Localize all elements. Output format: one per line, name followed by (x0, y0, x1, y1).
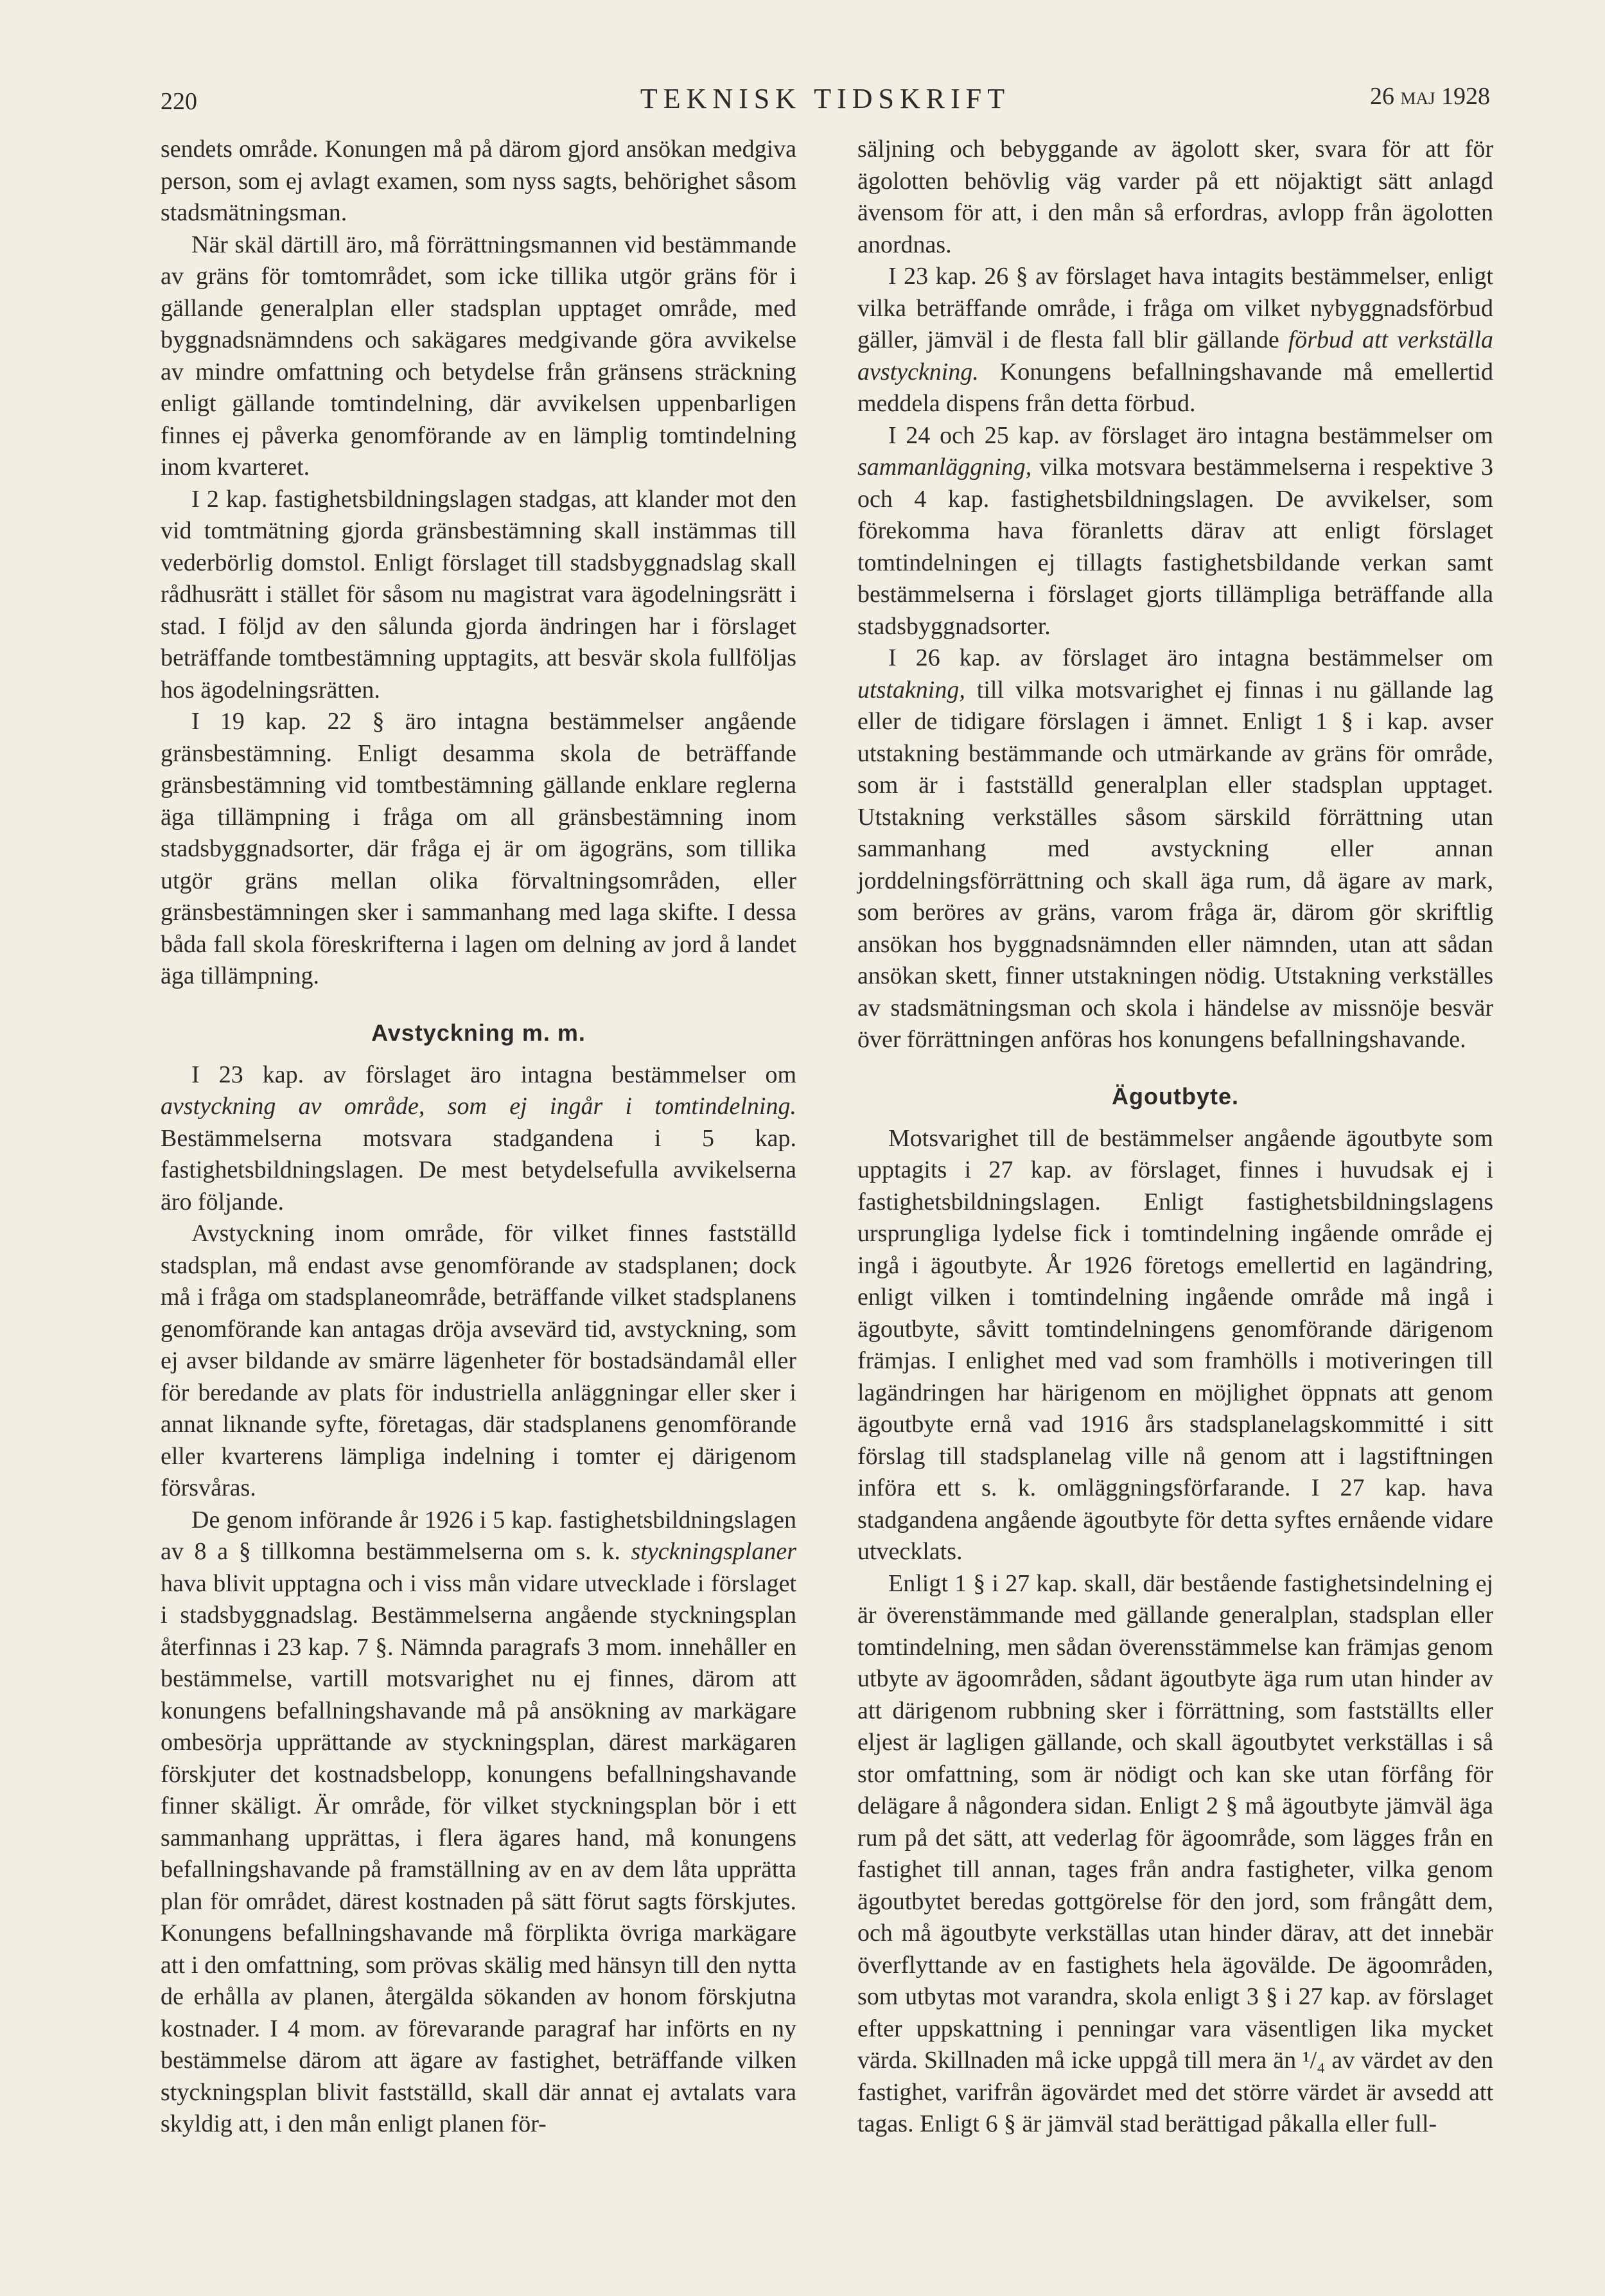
text-run: Konungens befallningshavande må emellertid meddela dispens från detta förbud. (857, 358, 1493, 417)
text-run: till vilka motsvarighet ej finnas i nu gällande lag eller de tidigare förslagen i ämnet. Enligt 1 § i kap. avser utstakning bestämmande och utmärkande av gräns för område, som är i fastställd generalplan eller stadsplan upptaget. Utstakning verkställes såsom särskild förrättning utan sammanhang med avstyckning eller annan jorddelningsförrättning och skall äga rum, då ägare av mark, som beröres av gräns, varom fråga är, därom gör skriftlig ansökan hos byggnadsnämnden eller nämnden, utan att sådan ansökan skett, finner utstakningen nödig. Utstakning verkställes av stadsmätningsman och skola i händelse av missnöje besvär över förrättningen anföras hos konungens befallningshavande. (857, 676, 1493, 1053)
page-number: 220 (161, 88, 197, 115)
text-run: I 23 kap. 26 § av förslaget hava intagits bestämmelser, enligt vilka beträffande område, i fråga om vilket nybyggnadsförbud gäller, jämväl i de flesta fall blir gällande (857, 263, 1493, 353)
paragraph: I 2 kap. fastighetsbildningslagen stadgas, att klander mot den vid tomtmätning gjorda gränsbestämning skall instämmas till vederbörlig domstol. Enligt förslaget till stadsbyggnadslag skall rådhusrätt i stället för såsom nu magistrat vara ägodelningsrätt i stad. I följd av den sålunda gjorda ändringen har i förslaget beträffande tomtbestämning upptagits, att besvär skola fullföljas hos ägodelningsrätten. (161, 485, 796, 703)
paragraph: Avstyckning inom område, för vilket finnes fastställd stadsplan, må endast avse genomförande av stadsplanen; dock må i fråga om stadsplaneområde, beträffande vilket stadsplanens genomförande kan antagas dröja avsevärd tid, avstyckning, som ej avser bildande av smärre lägenheter för bostadsändamål eller för beredande av plats för industriella anläggningar eller sker i annat liknande syfte, företagas, där stadsplanens genomförande eller kvarterens lämpliga indelning i tomter ej därigenom försvåras. (161, 1220, 796, 1501)
emphasis: sammanläggning, (857, 454, 1032, 481)
text-run: De genom införande år 1926 i 5 kap. fastighetsbildningslagen av 8 a § tillkomna bestämmelserna om s. k. (161, 1506, 796, 1565)
page-header (161, 82, 1490, 127)
paragraph (857, 642, 1493, 1056)
paragraph: säljning och bebyggande av ägolott sker, svara för att för ägolotten behövlig väg varder på ett nöjaktigt sätt anlagd ävensom för att, i den mån så erfordras, avlopp från ägolotten anordnas. (857, 136, 1493, 258)
paragraph: I 19 kap. 22 § äro intagna bestämmelser angående gränsbestämning. Enligt desamma skola de beträffande gränsbestämning vid tomtbestämning gällande enklare reglerna äga tillämpning i fråga om all gränsbestämning inom stadsbyggnadsorter, där fråga ej är om ägogräns, som tillika utgör gräns mellan olika förvaltningsområden, eller gränsbestämningen sker i sammanhang med laga skifte. I dessa båda fall skola föreskrifterna i lagen om delning av jord å landet äga tillämpning. (161, 708, 796, 989)
left-column (161, 134, 796, 2141)
section-heading-agoutbyte: Ägoutbyte. (1112, 1082, 1239, 1109)
paragraph: Enligt 1 § i 27 kap. skall, där bestående fastighetsindelning ej är överenstämmande med gällande generalplan, stadsplan eller tomtindelning, men sådan överensstämmelse kan främjas genom utbyte av ägoområden, sådant ägoutbyte äga rum utan hinder av att därigenom rubbning sker i förrättning, som fastställts eller eljest är lagligen gällande, och skall ägoutbytet verkställas i så stor omfattning, som är nödigt och kan ske utan förfång för delägare å någondera sidan. Enligt 2 § må ägoutbyte jämväl äga rum på det sätt, att vederlag för ägoområde, som lägges från en fastighet till annan, tages från andra fastigheter, vilka genom ägoutbytet beredas gottgörelse för den jord, som frångått dem, och må ägoutbyte verkställas utan hinder därav, att det innebär överflyttande av en fastighets hela ägovälde. De ägoområden, som utbytas mot varandra, skola enligt 3 § i 27 kap. av förslaget efter uppskattning i penningar vara väsentligen lika mycket värda. Skillnaden må icke uppgå till mera än ¹/₄ av värdet av den fastighet, varifrån ägovärdet med det större värdet är avsedd att tagas. Enligt 6 § är jämväl stad berättigad påkalla eller full- (857, 1569, 1493, 2137)
paragraph (857, 420, 1493, 643)
text-run: hava blivit upptagna och i viss mån vidare utvecklade i förslaget i stadsbyggnadslag. Bestämmelserna angående styckningsplan återfinnas i 23 kap. 7 §. Nämnda paragrafs 3 mom. innehåller en bestämmelse, vartill motsvarighet nu ej finnes, därom att konungens befallningshavande må på ansökning av markägare ombesörja upprättande av styckningsplan, därest markägaren förskjuter det kostnadsbelopp, konungens befallningshavande finner skäligt. Är område, för vilket styckningsplan bör i ett sammanhang upprättas, i flera ägares hand, må konungens befallningshavande på framställning av en av dem låta upprätta plan för området, därest kostnaden på sätt förut sagts förskjutes. Konungens befallningshavande må förplikta övriga markägare att i den omfattning, som prövas skälig med hänsyn till den nytta de erhålla av planen, återgälda sökanden av honom förskjutna kostnader. I 4 mom. av förevarande paragraf har införts en ny bestämmelse därom att ägare av fastighet, beträffande vilken styckningsplan blivit fastställd, skall där annat ej avtalats vara skyldig att, i den mån enligt planen för- (161, 1569, 796, 2137)
emphasis: förbud att verkställa avstyckning. (857, 326, 1494, 385)
issue-date (1370, 82, 1490, 110)
journal-title: TEKNISK TIDSKRIFT (640, 83, 1011, 114)
right-column (857, 134, 1493, 2141)
issue-date-year: 1928 (1441, 83, 1490, 110)
text-run: vilka motsvara bestämmelserna i respektive 3 och 4 kap. fastighetsbildningslagen. De avvikelser, som förekomma hava föranletts därav att enligt förslaget tomtindelningen ej tillagts fastighetsbildande verkan samt bestämmelserna i förslaget gjorts tillämpliga beträffande alla stadsbyggnadsorter. (857, 454, 1493, 640)
emphasis: utstakning, (857, 676, 965, 703)
issue-date-day: 26 (1369, 83, 1394, 110)
text-run: Bestämmelserna motsvara stadgandena i 5 kap. fastighetsbildningslagen. De mest betydelsefulla avvikelserna äro följande. (161, 1124, 796, 1215)
section-heading-avstyckning: Avstyckning m. m. (371, 1019, 586, 1046)
emphasis: styckningsplaner (631, 1538, 796, 1565)
issue-date-month: maj (1400, 83, 1435, 110)
text-run: I 23 kap. av förslaget äro intagna bestämmelser om (191, 1061, 796, 1088)
emphasis: avstyckning av område, som ej ingår i tomtindelning. (161, 1093, 796, 1120)
text-run: I 26 kap. av förslaget äro intagna bestämmelser om (888, 644, 1493, 671)
paragraph: När skäl därtill äro, må förrättningsmannen vid bestämmande av gräns för tomtområdet, som icke tillika utgör gräns för i gällande generalplan eller stadsplan upptaget område, med byggnadsnämndens och sakägares medgivande göra avvikelse av mindre omfattning och betydelse från gränsens sträckning enligt gällande tomtindelning, där avvikelsen uppenbarligen finnes ej påverka genomförande av en lämplig tomtindelning inom kvarteret. (161, 231, 796, 481)
text-run: I 24 och 25 kap. av förslaget äro intagna bestämmelser om (888, 421, 1493, 449)
paragraph (161, 1505, 796, 2141)
paragraph (161, 1059, 796, 1219)
paragraph: sendets område. Konungen må på därom gjord ansökan medgiva person, som ej avlagt examen, som nyss sagts, behörighet såsom stadsmätningsman. (161, 136, 796, 226)
paragraph (857, 261, 1493, 420)
paragraph: Motsvarighet till de bestämmelser angående ägoutbyte som upptagits i 27 kap. av förslaget, finnes i huvudsak ej i fastighetsbildningslagen. Enligt fastighetsbildningslagens ursprungliga lydelse fick i tomtindelning ingående område ej ingå i ägoutbyte. År 1926 företogs emellertid en lagändring, enligt vilken i tomtindelning ingående område må ingå i ägoutbyte, såvitt tomtindelningens genomförande därigenom främjas. I enlighet med vad som framhölls i motiveringen till lagändringen har härigenom en möjlighet öppnats att genom ägoutbyte ernå vad 1916 års stadsplanelagskommitté i sitt förslag till stadsplanelag ville nå genom att i lagstiftningen införa ett s. k. omläggningsförfarande. I 27 kap. hava stadgandena angående ägoutbyte för detta syftes ernående vidare utvecklats. (857, 1124, 1493, 1565)
